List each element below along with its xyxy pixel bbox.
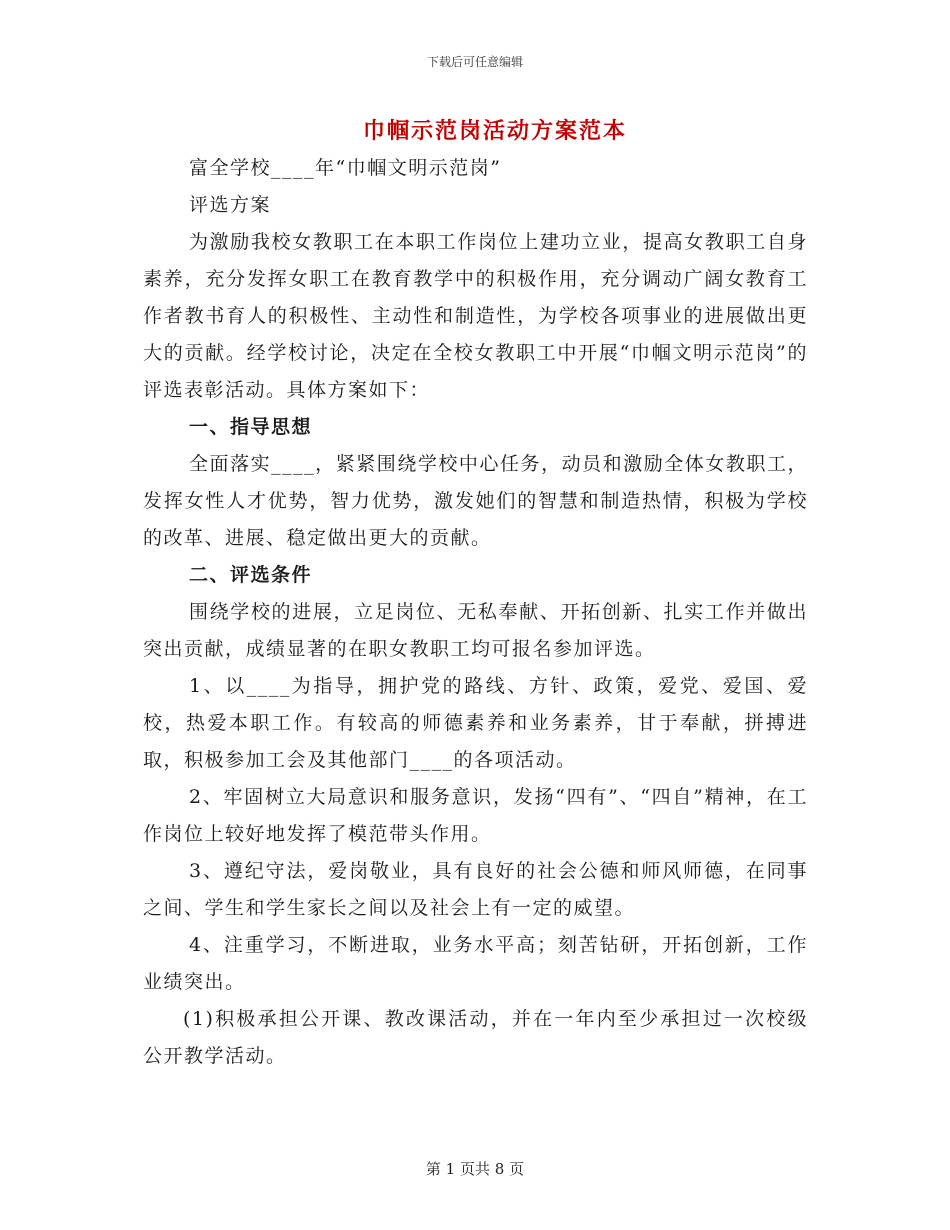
document-title: 巾帼示范岗活动方案范本 bbox=[362, 118, 627, 144]
criteria-item-1: 1、以____为指导，拥护党的路线、方针、政策，爱党、爱国、爱校，热爱本职工作。有较高的师德素养和业务素养，甘于奉献，拼搏进取，积极参加工会及其他部门____的各项活动。 bbox=[143, 675, 808, 771]
criteria-item-2: 2、牢固树立大局意识和服务意识，发扬“四有”、“四自”精神，在工作岗位上较好地发挥了模范带头作用。 bbox=[143, 786, 808, 845]
school-line: 富全学校____年“巾帼文明示范岗” bbox=[189, 157, 502, 179]
page-footer: 第 1 页共 8 页 bbox=[425, 1160, 525, 1178]
criteria-item-4: 4、注重学习，不断进取，业务水平高；刻苦钻研，开拓创新，工作业绩突出。 bbox=[143, 934, 808, 993]
section-heading-criteria: 二、评选条件 bbox=[189, 564, 313, 586]
document-body bbox=[143, 150, 808, 1075]
section-heading-guiding-thought: 一、指导思想 bbox=[189, 416, 313, 438]
criteria-item-3: 3、遵纪守法，爱岗敬业，具有良好的社会公德和师风师德，在同事之间、学生和学生家长之间以及社会上有一定的威望。 bbox=[143, 860, 808, 919]
subtitle-line: 评选方案 bbox=[189, 194, 272, 216]
criteria-sub-item-1: (1)积极承担公开课、教改课活动，并在一年内至少承担过一次校级公开教学活动。 bbox=[143, 1008, 808, 1067]
page-header-note: 下载后可任意编辑 bbox=[426, 55, 523, 69]
criteria-intro-paragraph: 围绕学校的进展，立足岗位、无私奉献、开拓创新、扎实工作并做出突出贡献，成绩显著的在职女教职工均可报名参加评选。 bbox=[143, 601, 808, 660]
guiding-thought-paragraph: 全面落实____，紧紧围绕学校中心任务，动员和激励全体女教职工，发挥女性人才优势，智力优势，激发她们的智慧和制造热情，积极为学校的改革、进展、稳定做出更大的贡献。 bbox=[143, 453, 808, 549]
intro-paragraph: 为激励我校女教职工在本职工作岗位上建功立业，提高女教职工自身素养，充分发挥女职工在教育教学中的积极作用，充分调动广阔女教育工作者教书育人的积极性、主动性和制造性，为学校各项事业的进展做出更大的贡献。经学校讨论，决定在全校女教职工中开展“巾帼文明示范岗”的评选表彰活动。具体方案如下： bbox=[143, 231, 808, 401]
